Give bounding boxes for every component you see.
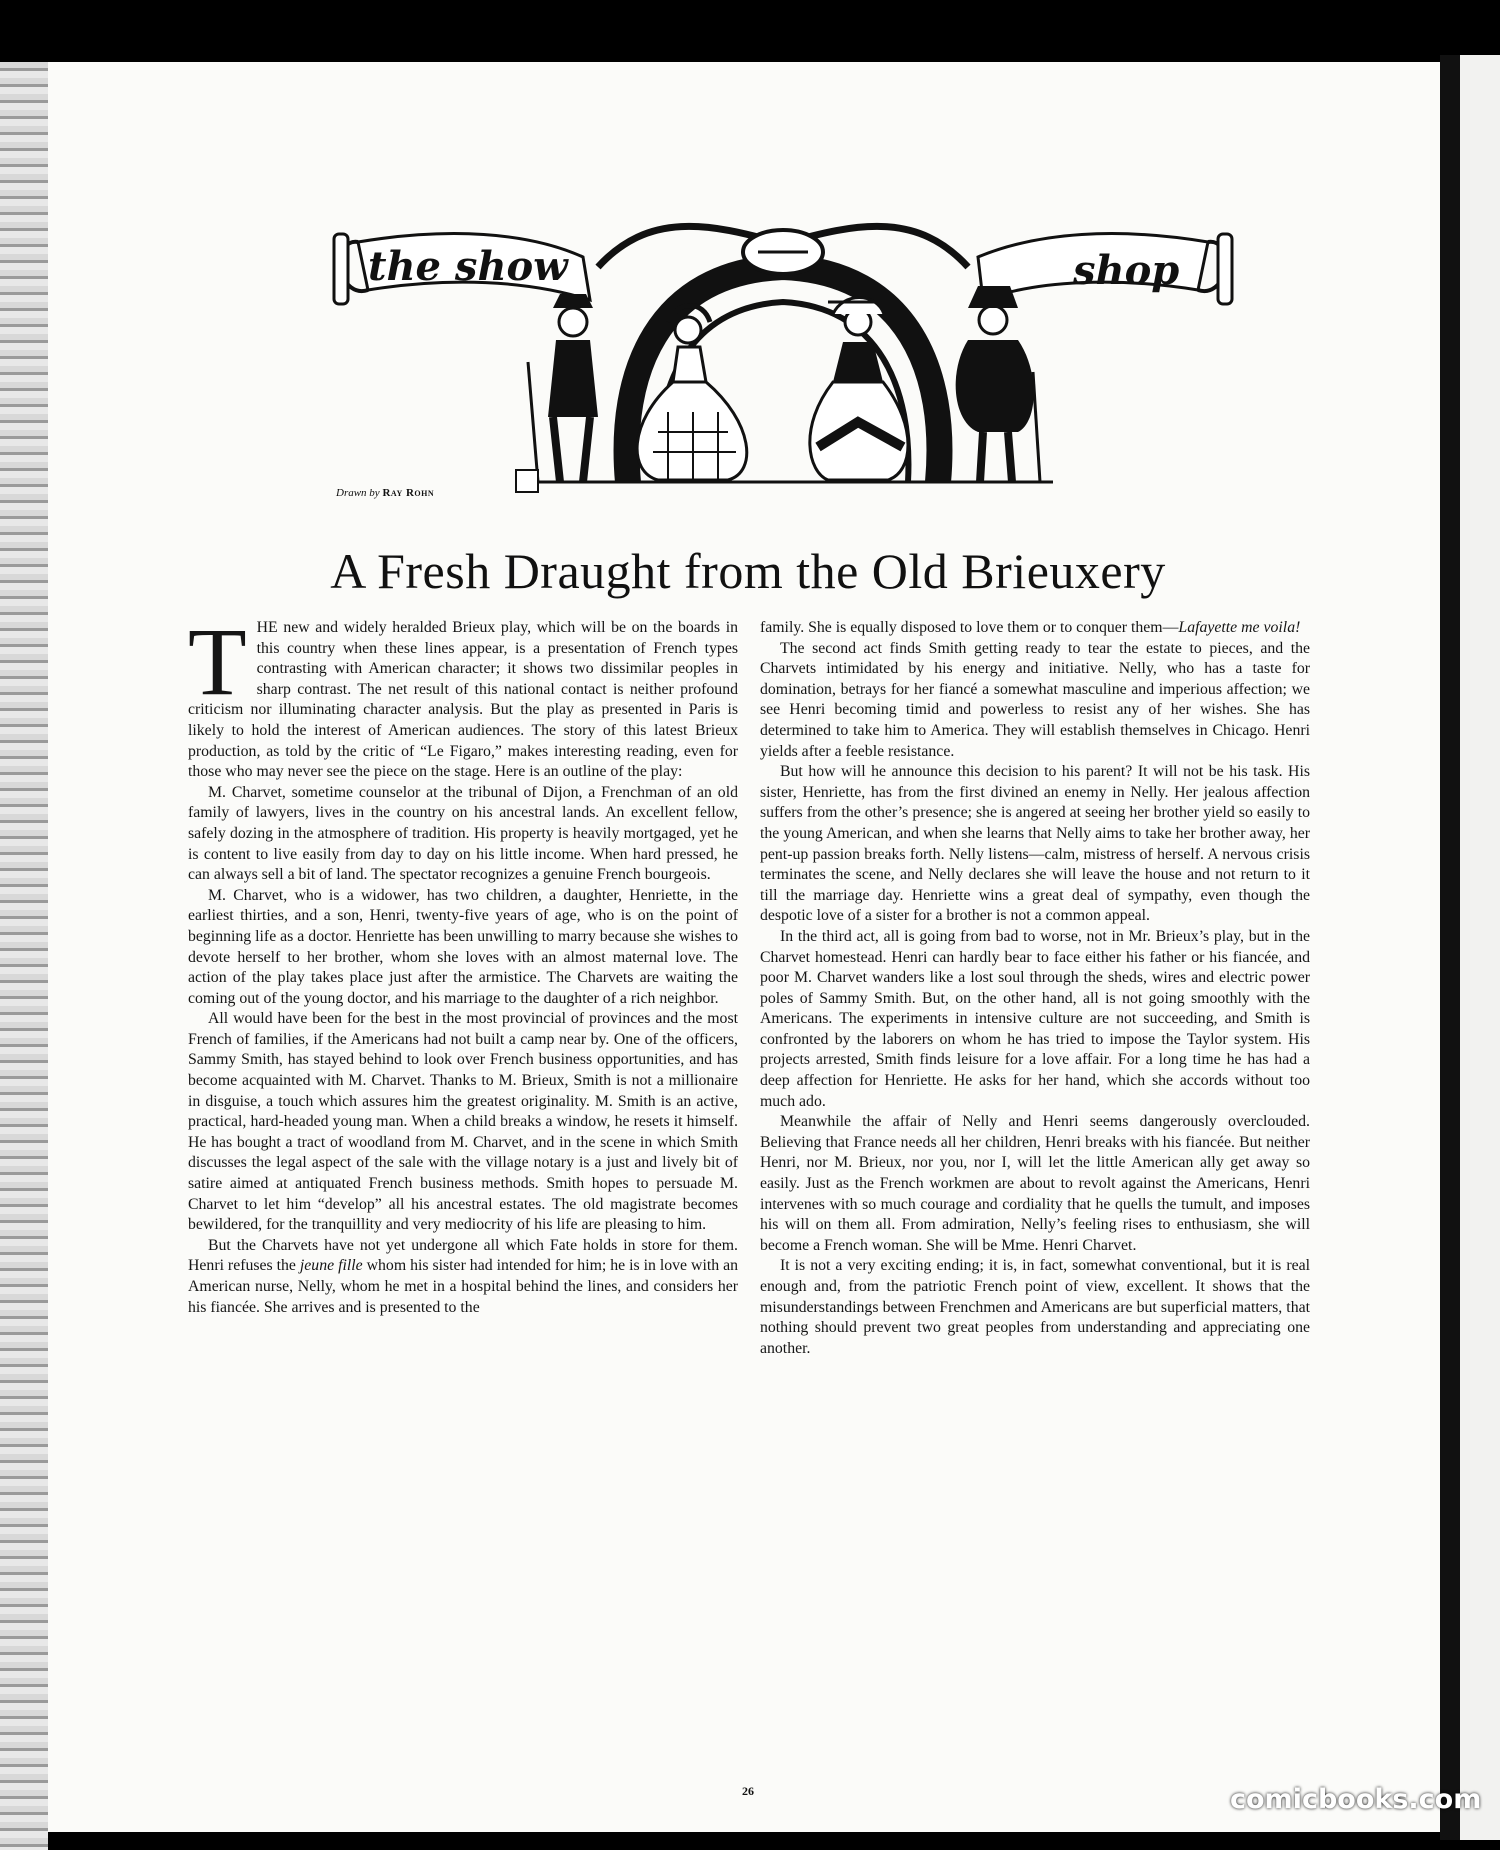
paragraph: M. Charvet, sometime counselor at the tribunal of Dijon, a Frenchman of an old family of lawyers, lives in the country on his ancestral lands. An excellent fellow, safely dozing in the atmosphere of tradition. His property is heavily mortgaged, yet he is content to live easily from day to day on his little income. When hard pressed, he can always sell a bit of land. The spectator recognizes a genuine French bourgeois.	[188, 783, 738, 884]
paragraph: But how will he announce this decision to his parent? It will not be his task. His sister, Henriette, has from the first divined an enemy in Nelly. Her jealous affection suffers from the other’s presence; she is angered at seeing her brother yield so easily to the young American, and when she learns that Nelly aims to take her brother away, her pent-up passion breaks forth. Nelly listens—calm, mistress of herself. A nervous crisis terminates the scene, and Nelly declares she will leave the house and not return to it till the marriage day. Henriette wins a great deal of sympathy, even though the despotic love of a sister for a brother is not a common appeal.	[760, 763, 1310, 925]
paragraph-text: HE new and widely heralded Brieux play, which will be on the boards in this country when these lines appear, is a presentation of French types contrasting with American character; it shows two dissimilar peoples in sharp contrast. The net result of this national contact is neither profound criticism nor illuminating character analysis. But the play as presented in Paris is likely to hold the interest of American audiences. The story of this latest Brieux production, as told by the critic of “Le Figaro,” makes interesting reading, even for those who may never see the piece on the stage. Here is an outline of the play:	[188, 619, 738, 781]
paragraph: M. Charvet, who is a widower, has two children, a daughter, Henriette, in the earliest thirties, and a son, Henri, twenty-five years of age, who is on the point of beginning life as a doctor. Henriette has been unwilling to marry because she wishes to devote herself to her brother, whom she loves with an almost maternal love. The action of the play takes place just after the armistice. The Charvets are waiting the coming out of the young doctor, and his marriage to the daughter of a rich neighbor.	[188, 886, 738, 1007]
show-shop-banner-illustration	[328, 182, 1248, 512]
article-column-right	[760, 618, 1310, 1359]
paragraph	[188, 608, 738, 783]
paragraph-text: whom his sister had intended for him; he is in love with an American nurse, Nelly, whom he met in a hospital behind the lines, and considers her his fiancée. She arrives and is presented to the	[188, 1257, 738, 1316]
paragraph: Meanwhile the affair of Nelly and Henri seems dangerously overclouded. Believing that France needs all her children, Henri breaks with his fiancée. But neither Henri, nor M. Brieux, nor you, nor I, will let the little American ally get away so easily. Just as the French workmen are about to revolt against the Americans, Henri intervenes with so much courage and cordiality that he quells the tumult, and imposes his will on them all. From admiration, Nelly’s feeling rises to enthusiasm, she will become a French woman. She will be Mme. Henri Charvet.	[760, 1113, 1310, 1254]
credit-artist: Ray Rohn	[382, 487, 435, 499]
banner-left-text: the show	[368, 243, 568, 290]
paragraph: It is not a very exciting ending; it is, in fact, somewhat conventional, but it is real enough and, from the patriotic French point of view, excellent. It shows that the misunderstandings between Frenchmen and Americans are but superficial matters, that nothing should prevent two great peoples from understanding and appreciating one another.	[760, 1257, 1310, 1357]
banner-right-text: shop	[1073, 247, 1180, 294]
illustration-credit	[336, 487, 434, 499]
site-watermark: comicbooks.com	[1230, 1784, 1482, 1815]
paragraph: In the third act, all is going from bad to worse, not in Mr. Brieux’s play, but in the Charvet homestead. Henri can hardly bear to face either his father or his fiancée, and poor M. Charvet wanders like a lost soul through the sheds, wires and electric power poles of Sammy Smith. But, on the other hand, all is not going smoothly with the Americans. The experiments in intensive culture are not succeeding, and Smith is confronted by the laborers on whom he has tried to impose the Taylor system. His projects arrested, Smith finds leisure for a love affair. For a long time he has had a deep affection for Henriette. He asks for her hand, which she accords without too much ado.	[760, 927, 1310, 1110]
paragraph	[760, 618, 1310, 639]
adjacent-page-edge	[1460, 55, 1500, 1840]
binding-edge	[0, 62, 48, 1850]
credit-prefix: Drawn by	[336, 487, 380, 499]
italic-phrase: Lafayette me voila!	[1178, 619, 1301, 636]
paragraph: All would have been for the best in the most provincial of provinces and the most French of families, if the Americans had not built a camp near by. One of the officers, Sammy Smith, has stayed behind to look over French business opportunities, and has become acquainted with M. Charvet. Thanks to M. Brieux, Smith is not a millionaire in disguise, a touch which assures him the greatest originality. M. Smith is an active, practical, hard-headed young man. When a child breaks a window, he resets it himself. He has bought a tract of woodland from M. Charvet, and in the scene in which Smith discusses the legal aspect of the sale with the village notary is a just and lively bit of satire aimed at antiquated French business methods. Smith hopes to persuade M. Charvet to let him “develop” all his ancestral estates. The old magistrate becomes bewildered, for the tranquillity and very mediocrity of his life are pleasing to him.	[188, 1010, 738, 1234]
page-gutter	[1440, 55, 1460, 1840]
article-column-left	[188, 608, 738, 1318]
magazine-page	[48, 62, 1440, 1832]
paragraph-text: But the Charvets have not yet undergone all which Fate holds in store for them. Henri refuses the	[188, 1236, 738, 1275]
drop-cap: T	[188, 608, 247, 715]
paragraph-text: family. She is equally disposed to love them or to conquer them—	[760, 619, 1179, 636]
italic-phrase: jeune fille	[299, 1257, 363, 1275]
paragraph: The second act finds Smith getting ready to tear the estate to pieces, and the Charvets intimidated by his energy and initiative. Nelly, who has a taste for domination, betrays for her fiancé a somewhat masculine and imperious affection; we see Henri becoming timid and powerless to resist any of her wishes. She has determined to take him to America. They will establish themselves in Chicago. Henri yields after a feeble resistance.	[760, 639, 1310, 760]
page-number: 26	[742, 1784, 754, 1798]
paragraph	[188, 1236, 738, 1318]
article-title: A Fresh Draught from the Old Brieuxery	[330, 543, 1166, 599]
